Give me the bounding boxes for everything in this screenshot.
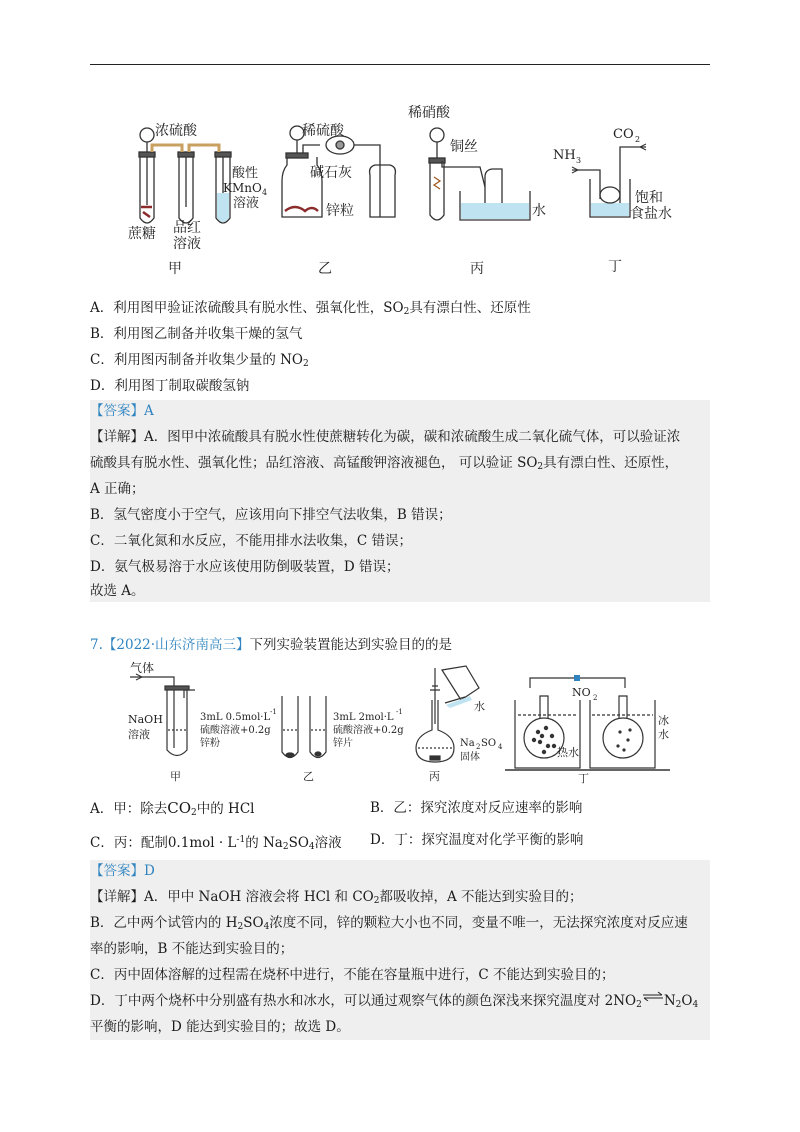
q7-naoh-label-2: 溶液	[128, 728, 150, 741]
q7-option-c-text: C．丙：配制	[90, 835, 168, 851]
q7-option-c-so: SO	[288, 835, 309, 851]
top-rule	[90, 64, 710, 65]
setup-bing	[429, 128, 530, 220]
q7-stem	[90, 635, 452, 655]
q7-option-c-de: 的	[245, 835, 259, 851]
bing-acid-label: 稀硝酸	[408, 105, 450, 121]
q6-option-c	[90, 350, 309, 374]
jia-reagent-c: 溶液	[233, 196, 260, 211]
q7-na2so4-na: Na	[460, 738, 475, 749]
q6-option-a-text2: 具有漂白性、还原性	[409, 300, 531, 316]
q6-option-d	[90, 376, 249, 396]
yi-caption: 乙	[318, 261, 332, 277]
figure-apparatus-q6-svg	[90, 95, 710, 285]
q7-hot-label: 热水	[557, 746, 579, 759]
q7-detail-line-5c: O	[681, 993, 693, 1009]
jia-acid-label: 浓硫酸	[155, 123, 197, 139]
q7-option-c	[90, 830, 342, 857]
q7-detail-line-5-sub3: 4	[692, 1000, 699, 1010]
ding-caption: 丁	[608, 259, 622, 275]
q7-option-c-text2: 溶液	[314, 835, 342, 851]
figure-apparatus-q7-svg	[120, 660, 710, 785]
q7-option-d: D．丁：探究温度对化学平衡的影响	[370, 832, 584, 848]
q7-detail-line-5a: D．丁中两个烧杯中分别盛有热水和冰水，可以通过观察气体的颜色深浅来探究温度对 2NO	[90, 993, 637, 1009]
q6-option-c-text: C．利用图丙制备并收集少量的 NO	[90, 352, 304, 368]
q7-detail-line-2	[90, 913, 688, 937]
q7-option-a-sub: 2	[191, 808, 197, 818]
q7-tube1-sup: -1	[270, 708, 277, 716]
q6-option-a-sub: 2	[403, 307, 410, 317]
q7-option-a-co: CO	[167, 799, 192, 817]
q7-detail-line-5-sub2: 2	[675, 1000, 682, 1010]
q6-detail-line-2-sub: 2	[537, 462, 544, 472]
q7-tube1-c: 锌粉	[200, 738, 220, 749]
q6-detail-line-2a: 硫酸具有脱水性、强氧化性；品红溶液、高锰酸钾溶液褪色， 可以验证 SO	[90, 455, 538, 471]
q6-detail-line-2	[90, 453, 678, 477]
q7-option-c-sup: -1	[236, 835, 246, 845]
q7-detail-line-1	[90, 887, 583, 911]
q7-detail-line-3: 率的影响，B 不能达到实验目的；	[90, 941, 294, 957]
q7-tube1-b: 硫酸溶液+0.2g	[200, 725, 271, 736]
q7-tube1-a: 3mL 0.5mol·L	[200, 712, 271, 723]
yi-lime-label: 碱石灰	[310, 165, 352, 181]
q7-cap-yi: 乙	[303, 770, 314, 783]
q7-detail-line-1-sub: 2	[373, 896, 380, 906]
equilibrium-arrow-icon	[642, 987, 664, 1007]
q7-option-a-text2: 中的 HCl	[196, 801, 255, 817]
q6-option-d-text: D．利用图丁制取碳酸氢钠	[90, 378, 250, 394]
q7-detail-line-5b: N	[663, 993, 676, 1009]
q6-detail-line-7: 故选 A。	[90, 583, 145, 599]
q7-tube2-a: 3mL 2mol·L	[333, 712, 394, 723]
q6-detail-line-1: 【详解】A．图甲中浓硫酸具有脱水性使蔗糖转化为碳，碳和浓硫酸生成二氧化硫气体，可以验证浓	[90, 429, 681, 445]
q7-tube2-sup: -1	[396, 708, 403, 716]
q7-detail-line-2a: B．乙中两个试管内的 H	[90, 915, 238, 931]
q7-cap-ding: 丁	[578, 772, 589, 785]
q6-answer-box	[90, 400, 710, 602]
q7-naoh-label-1: NaOH	[128, 713, 163, 726]
jia-sugar-label: 蔗糖	[128, 226, 156, 242]
jia-reagent-sub: 4	[262, 188, 268, 197]
q7-option-c-sub2: 4	[308, 842, 315, 852]
q7-option-c-conc: 0.1mol · L	[167, 835, 237, 851]
q7-detail-line-1a: 【详解】A．甲中 NaOH 溶液会将 HCl 和 CO	[90, 889, 374, 905]
q6-detail-line-3: A 正确；	[90, 481, 145, 497]
ding-nh3-label: NH	[553, 148, 576, 163]
jia-pinhong-label-2: 溶液	[173, 236, 201, 252]
q7-cap-jia: 甲	[170, 770, 181, 783]
q7-stem-text: 下列实验装置能达到实验目的的是	[249, 637, 453, 653]
bing-water-label: 水	[532, 203, 546, 219]
bing-copper-label: 铜丝	[450, 139, 478, 155]
q7-detail-line-5-sub1: 2	[636, 1000, 642, 1010]
setup-jia	[139, 128, 231, 223]
figure-apparatus-q7	[120, 660, 710, 785]
ding-co2-sub: 2	[635, 135, 641, 144]
q7-option-b: B．乙：探究浓度对反应速率的影响	[370, 800, 583, 816]
q7-answer-box	[90, 860, 710, 1040]
q6-detail-line-4: B．氢气密度小于空气，应该用向下排空气法收集，B 错误；	[90, 507, 452, 523]
q7-option-c-sub1: 2	[282, 842, 289, 852]
q7-source: 【2022·山东济南高三】	[102, 637, 250, 653]
q6-option-a-text: A．利用图甲验证浓硫酸具有脱水性、强氧化性，SO	[90, 300, 404, 316]
q7-detail-line-2-sub2: 4	[263, 922, 270, 932]
q7-tube2-c: 锌片	[333, 738, 353, 749]
bing-caption: 丙	[470, 261, 484, 277]
q7-detail-line-2b: SO	[243, 915, 264, 931]
q7-detail-line-1b: 都吸收掉，A 不能达到实验目的；	[379, 889, 583, 905]
jia-reagent-a: 酸性	[232, 166, 259, 181]
yi-zinc-label: 锌粒	[326, 203, 354, 219]
q7-detail-line-4: C．丙中固体溶解的过程需在烧杯中进行，不能在容量瓶中进行，C 不能达到实验目的；	[90, 967, 615, 983]
q7-na2so4-sub: 2	[476, 743, 481, 751]
jia-caption: 甲	[168, 261, 182, 277]
q7-answer: 【答案】D	[90, 863, 155, 879]
q7-tube2-b: 硫酸溶液+0.2g	[333, 725, 404, 736]
q7-ice-label-2: 水	[658, 728, 669, 741]
ding-brine-label-1: 饱和	[635, 190, 663, 206]
q7-no2-label: NO	[572, 686, 591, 699]
jia-reagent-b: KMnO	[223, 181, 262, 195]
q7-water-label: 水	[474, 700, 485, 713]
q6-detail-line-6: D．氨气极易溶于水应该使用防倒吸装置，D 错误；	[90, 559, 400, 575]
q7-gas-label: 气体	[130, 661, 155, 675]
q7-na2so4-sub2: 4	[498, 743, 503, 751]
q6-option-b	[90, 324, 302, 344]
q7-option-c-na: Na	[262, 835, 283, 851]
ding-nh3-sub: 3	[576, 156, 582, 165]
q7-option-a-text: A．甲：除去	[90, 801, 168, 817]
q6-option-b-text: B．利用图乙制备并收集干燥的氢气	[90, 326, 303, 342]
q7-no2-sub: 2	[593, 694, 598, 702]
q6-detail-line-5: C．二氧化氮和水反应，不能用排水法收集，C 错误；	[90, 533, 412, 549]
q7-detail-line-6: 平衡的影响，D 能达到实验目的；故选 D。	[90, 1019, 350, 1035]
q7-ice-label-1: 冰	[658, 714, 669, 727]
q6-detail-line-2b: 具有漂白性、还原性，	[543, 455, 679, 471]
q7-solid-label: 固体	[460, 752, 480, 763]
q7-detail-line-2c: 浓度不同，锌的颗粒大小也不同，变量不唯一，无法探究浓度对反应速	[269, 915, 688, 931]
q7-number: 7.	[90, 637, 103, 653]
q7-na2so4-so: SO	[481, 738, 497, 749]
q7-option-a	[90, 798, 254, 823]
q6-answer: 【答案】A	[90, 403, 154, 419]
q7-detail-line-5	[90, 991, 698, 1015]
q7-detail-line-2-sub1: 2	[237, 922, 244, 932]
ding-co2-label: CO	[613, 127, 634, 142]
q7-cap-bing: 丙	[429, 770, 440, 783]
q6-option-a	[90, 298, 531, 322]
figure-apparatus-q6	[90, 95, 710, 285]
q6-option-c-sub: 2	[303, 359, 309, 369]
ding-brine-label-2: 食盐水	[630, 206, 672, 222]
jia-pinhong-label-1: 品红	[173, 220, 201, 236]
yi-acid-label: 稀硫酸	[302, 123, 344, 139]
